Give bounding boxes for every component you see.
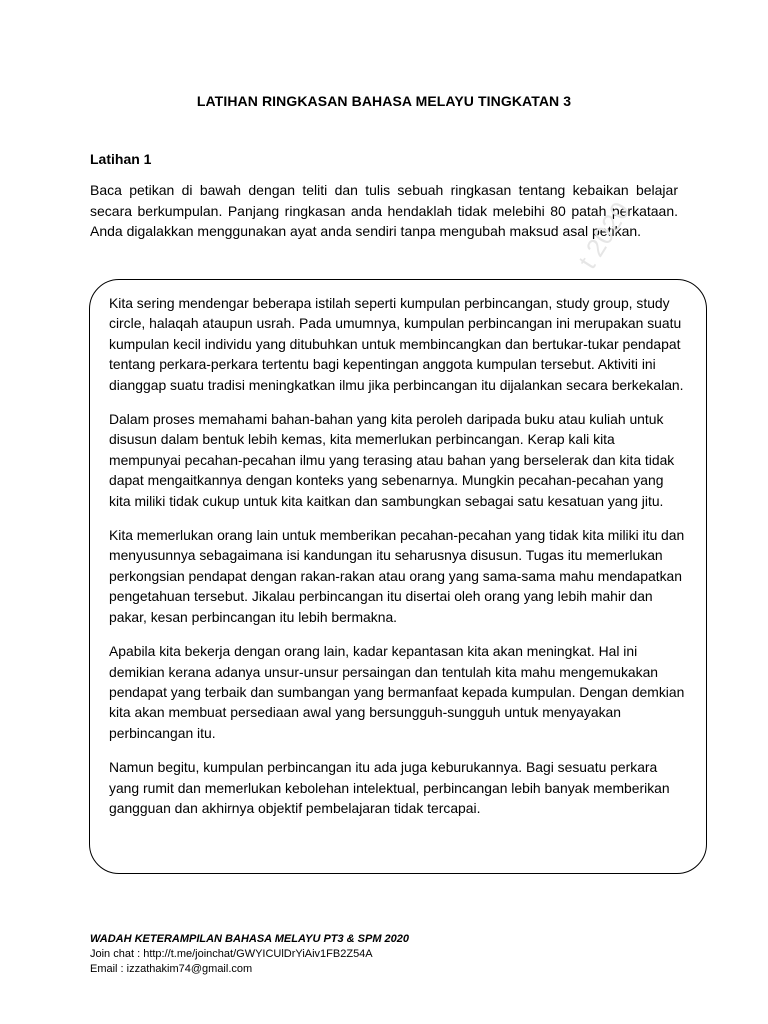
passage-paragraph-1: Kita sering mendengar beberapa istilah seperti kumpulan perbincangan, study group, study circle, halaqah ataupun usrah. Pada umumnya, kumpulan perbincangan ini merupakan suatu kumpulan kecil individu yang ditubuhkan untuk membincangkan dan bertukar-tukar pendapat tentang perkara-perkara tertentu bagi kepentingan anggota kumpulan tersebut. Aktiviti ini dianggap suatu tradisi meningkatkan ilmu jika perbincangan itu dijalankan secara berkekalan. bbox=[109, 295, 684, 393]
exercise-heading: Latihan 1 bbox=[90, 151, 152, 167]
passage-paragraph-4: Apabila kita bekerja dengan orang lain, kadar kepantasan kita akan meningkat. Hal ini demikian kerana adanya unsur-unsur persaingan dan tentulah kita mahu mengemukakan pendapat yang terbaik dan sumbangan yang bermanfaat kepada kumpulan. Dengan demkian kita akan membuat persediaan awal yang bersungguh-sungguh untuk menyayakan perbincangan itu. bbox=[109, 643, 685, 741]
passage-box bbox=[89, 279, 707, 874]
passage-paragraph-3: Kita memerlukan orang lain untuk memberikan pecahan-pecahan yang tidak kita miliki itu dan menyusunnya sebagaimana isi kandungan itu seharusnya disusun. Tugas itu memerlukan perkongsian pendapat dengan rakan-rakan atau orang yang sama-sama mahu mendapatkan pengetahuan tersebut. Jikalau perbincangan itu disertai oleh orang yang lebih mahir dan pakar, kesan perbincangan itu lebih bermakna. bbox=[109, 527, 685, 625]
instructions-text: Baca petikan di bawah dengan teliti dan tulis sebuah ringkasan tentang kebaikan belajar secara berkumpulan. Panjang ringkasan anda hendaklah tidak melebihi 80 patah perkataan. Anda digalakkan menggunakan ayat anda sendiri tanpa mengubah maksud asal petikan. bbox=[90, 182, 678, 239]
passage-paragraph-2: Dalam proses memahami bahan-bahan yang kita peroleh daripada buku atau kuliah untuk disusun dalam bentuk lebih kemas, kita memerlukan perbincangan. Kerap kali kita mempunyai pecahan-pecahan ilmu yang terasing atau bahan yang berselerak dan kita tidak dapat mengaitkannya dengan konteks yang sebenarnya. Mungkin pecahan-pecahan yang kita miliki tidak cukup untuk kita kaitkan dan sambungkan sebagai satu kesatuan yang jitu. bbox=[109, 411, 675, 509]
watermark: t 2020 bbox=[572, 196, 636, 274]
footer-heading: WADAH KETERAMPILAN BAHASA MELAYU PT3 & SPM 2020 bbox=[90, 933, 410, 945]
contact-email[interactable]: Email : izzathakim74@gmail.com bbox=[90, 962, 253, 975]
passage-paragraph-5: Namun begitu, kumpulan perbincangan itu ada juga keburukannya. Bagi sesuatu perkara yang rumit dan memerlukan kebolehan intelektual, perbincangan lebih banyak memberikan gangguan dan akhirnya objektif pembelajaran tidak tercapai. bbox=[109, 759, 670, 816]
join-chat-link[interactable]: Join chat : http://t.me/joinchat/GWYICUlDrYiAiv1FB2Z54A bbox=[90, 948, 373, 960]
page-title: LATIHAN RINGKASAN BAHASA MELAYU TINGKATAN 3 bbox=[196, 93, 572, 109]
footer bbox=[90, 932, 409, 976]
